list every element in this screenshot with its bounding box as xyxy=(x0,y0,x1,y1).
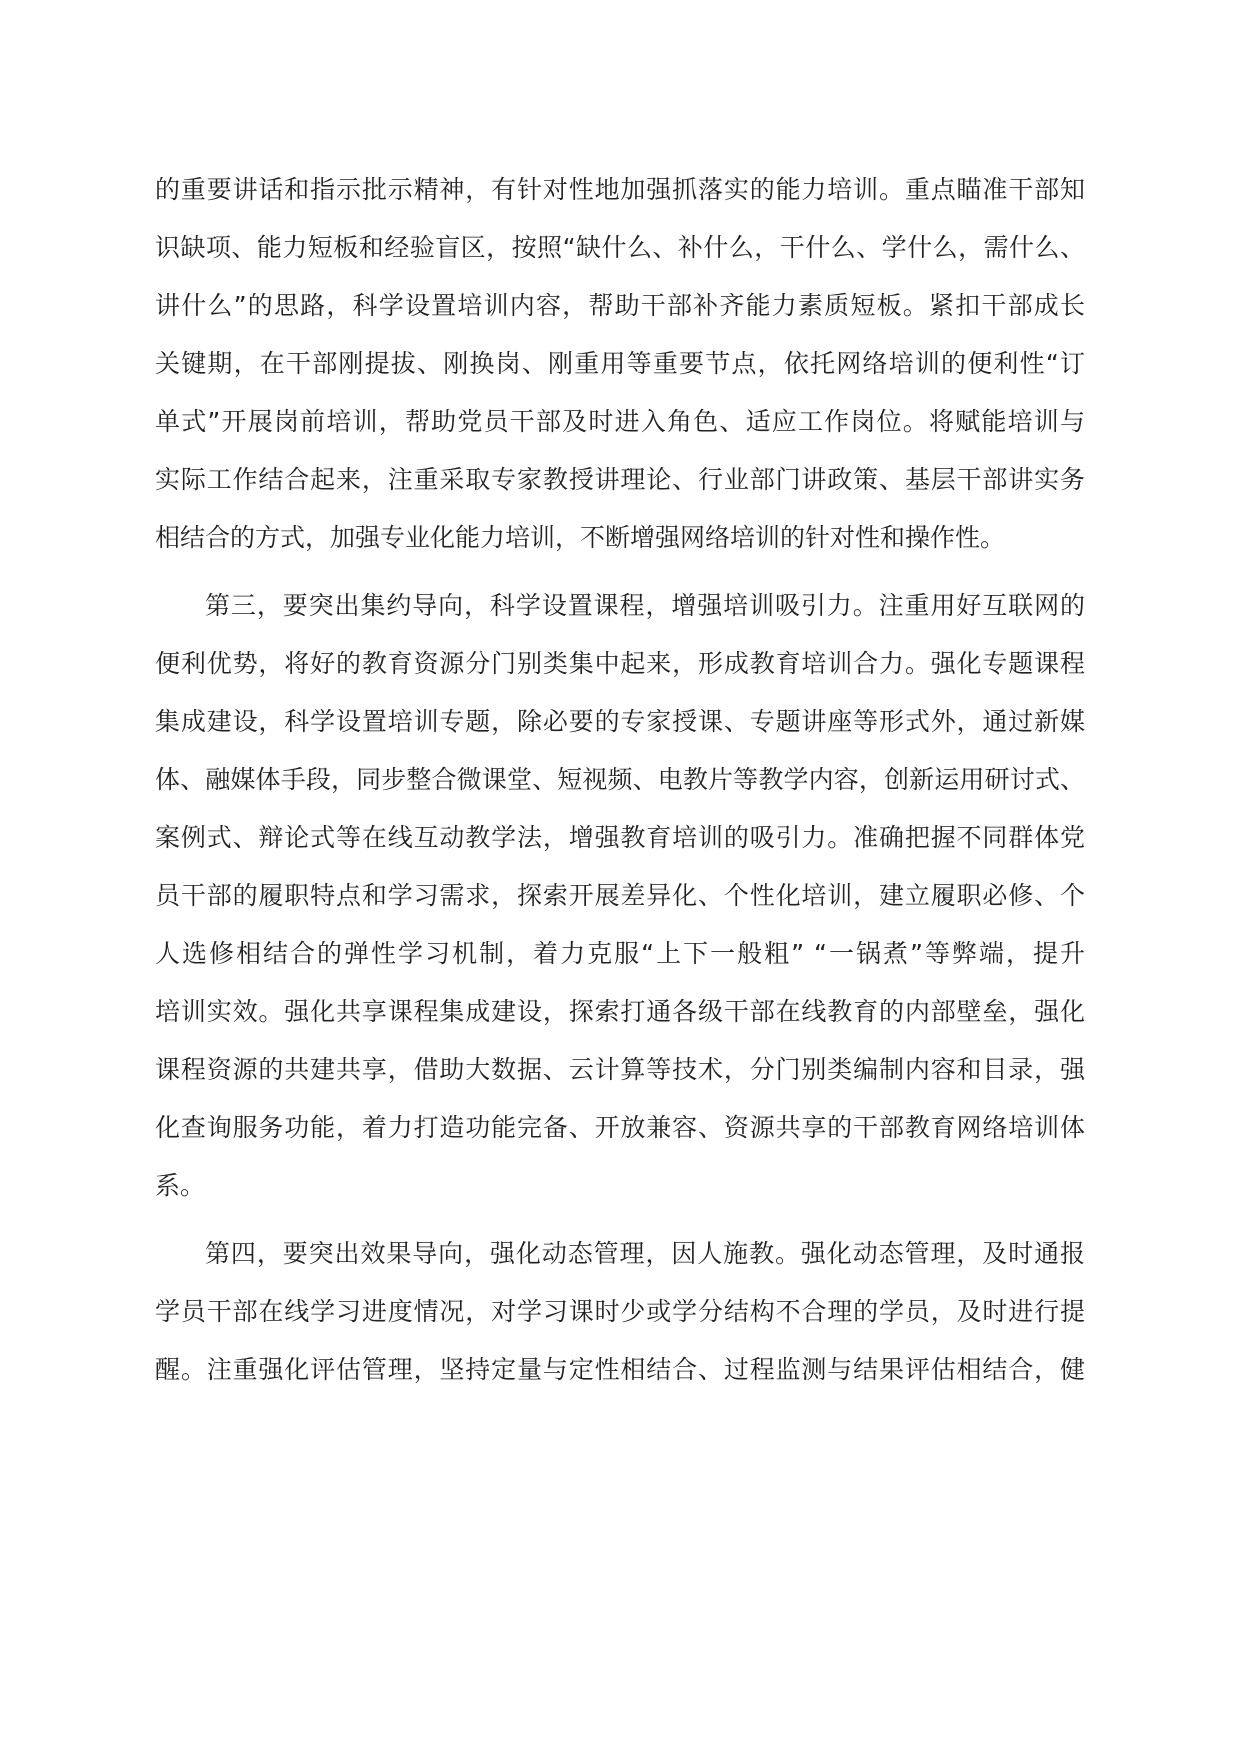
body-text-line: 相结合的方式，加强专业化能力培训，不断增强网络培训的针对性和操作性。 xyxy=(155,523,1006,552)
body-text-line: 案例式、辩论式等在线互动教学法，增强教育培训的吸引力。准确把握不同群体党 xyxy=(155,823,1085,852)
paragraph-first-line: 第三，要突出集约导向，科学设置课程，增强培训吸引力。注重用好互联网的 xyxy=(205,591,1085,620)
body-text-line: 讲什么”的思路，科学设置培训内容，帮助干部补齐能力素质短板。紧扣干部成长 xyxy=(155,291,1085,320)
body-text-line: 关键期，在干部刚提拔、刚换岗、刚重用等重要节点，依托网络培训的便利性“订 xyxy=(155,349,1085,378)
body-text-line: 醒。注重强化评估管理，坚持定量与定性相结合、过程监测与结果评估相结合，健 xyxy=(155,1355,1085,1384)
body-text-line: 的重要讲话和指示批示精神，有针对性地加强抓落实的能力培训。重点瞄准干部知 xyxy=(155,175,1085,204)
body-text-line: 课程资源的共建共享，借助大数据、云计算等技术，分门别类编制内容和目录，强 xyxy=(155,1055,1085,1084)
body-text-line: 系。 xyxy=(155,1171,206,1200)
body-text-line: 单式”开展岗前培训，帮助党员干部及时进入角色、适应工作岗位。将赋能培训与 xyxy=(155,407,1085,436)
body-text-line: 化查询服务功能，着力打造功能完备、开放兼容、资源共享的干部教育网络培训体 xyxy=(155,1113,1085,1142)
body-text-line: 便利优势，将好的教育资源分门别类集中起来，形成教育培训合力。强化专题课程 xyxy=(155,649,1085,678)
body-text-line: 识缺项、能力短板和经验盲区，按照“缺什么、补什么，干什么、学什么，需什么、 xyxy=(155,233,1085,262)
body-text-line: 集成建设，科学设置培训专题，除必要的专家授课、专题讲座等形式外，通过新媒 xyxy=(155,707,1085,736)
paragraph-first-line: 第四，要突出效果导向，强化动态管理，因人施教。强化动态管理，及时通报 xyxy=(205,1239,1085,1268)
body-text-line: 培训实效。强化共享课程集成建设，探索打通各级干部在线教育的内部壁垒，强化 xyxy=(155,997,1085,1026)
body-text-line: 学员干部在线学习进度情况，对学习课时少或学分结构不合理的学员，及时进行提 xyxy=(155,1297,1085,1326)
body-text-line: 实际工作结合起来，注重采取专家教授讲理论、行业部门讲政策、基层干部讲实务 xyxy=(155,465,1085,494)
body-text-line: 员干部的履职特点和学习需求，探索开展差异化、个性化培训，建立履职必修、个 xyxy=(155,881,1085,910)
body-text-line: 人选修相结合的弹性学习机制，着力克服“上下一般粗” “一锅煮”等弊端，提升 xyxy=(155,939,1085,968)
body-text-line: 体、融媒体手段，同步整合微课堂、短视频、电教片等教学内容，创新运用研讨式、 xyxy=(155,765,1085,794)
